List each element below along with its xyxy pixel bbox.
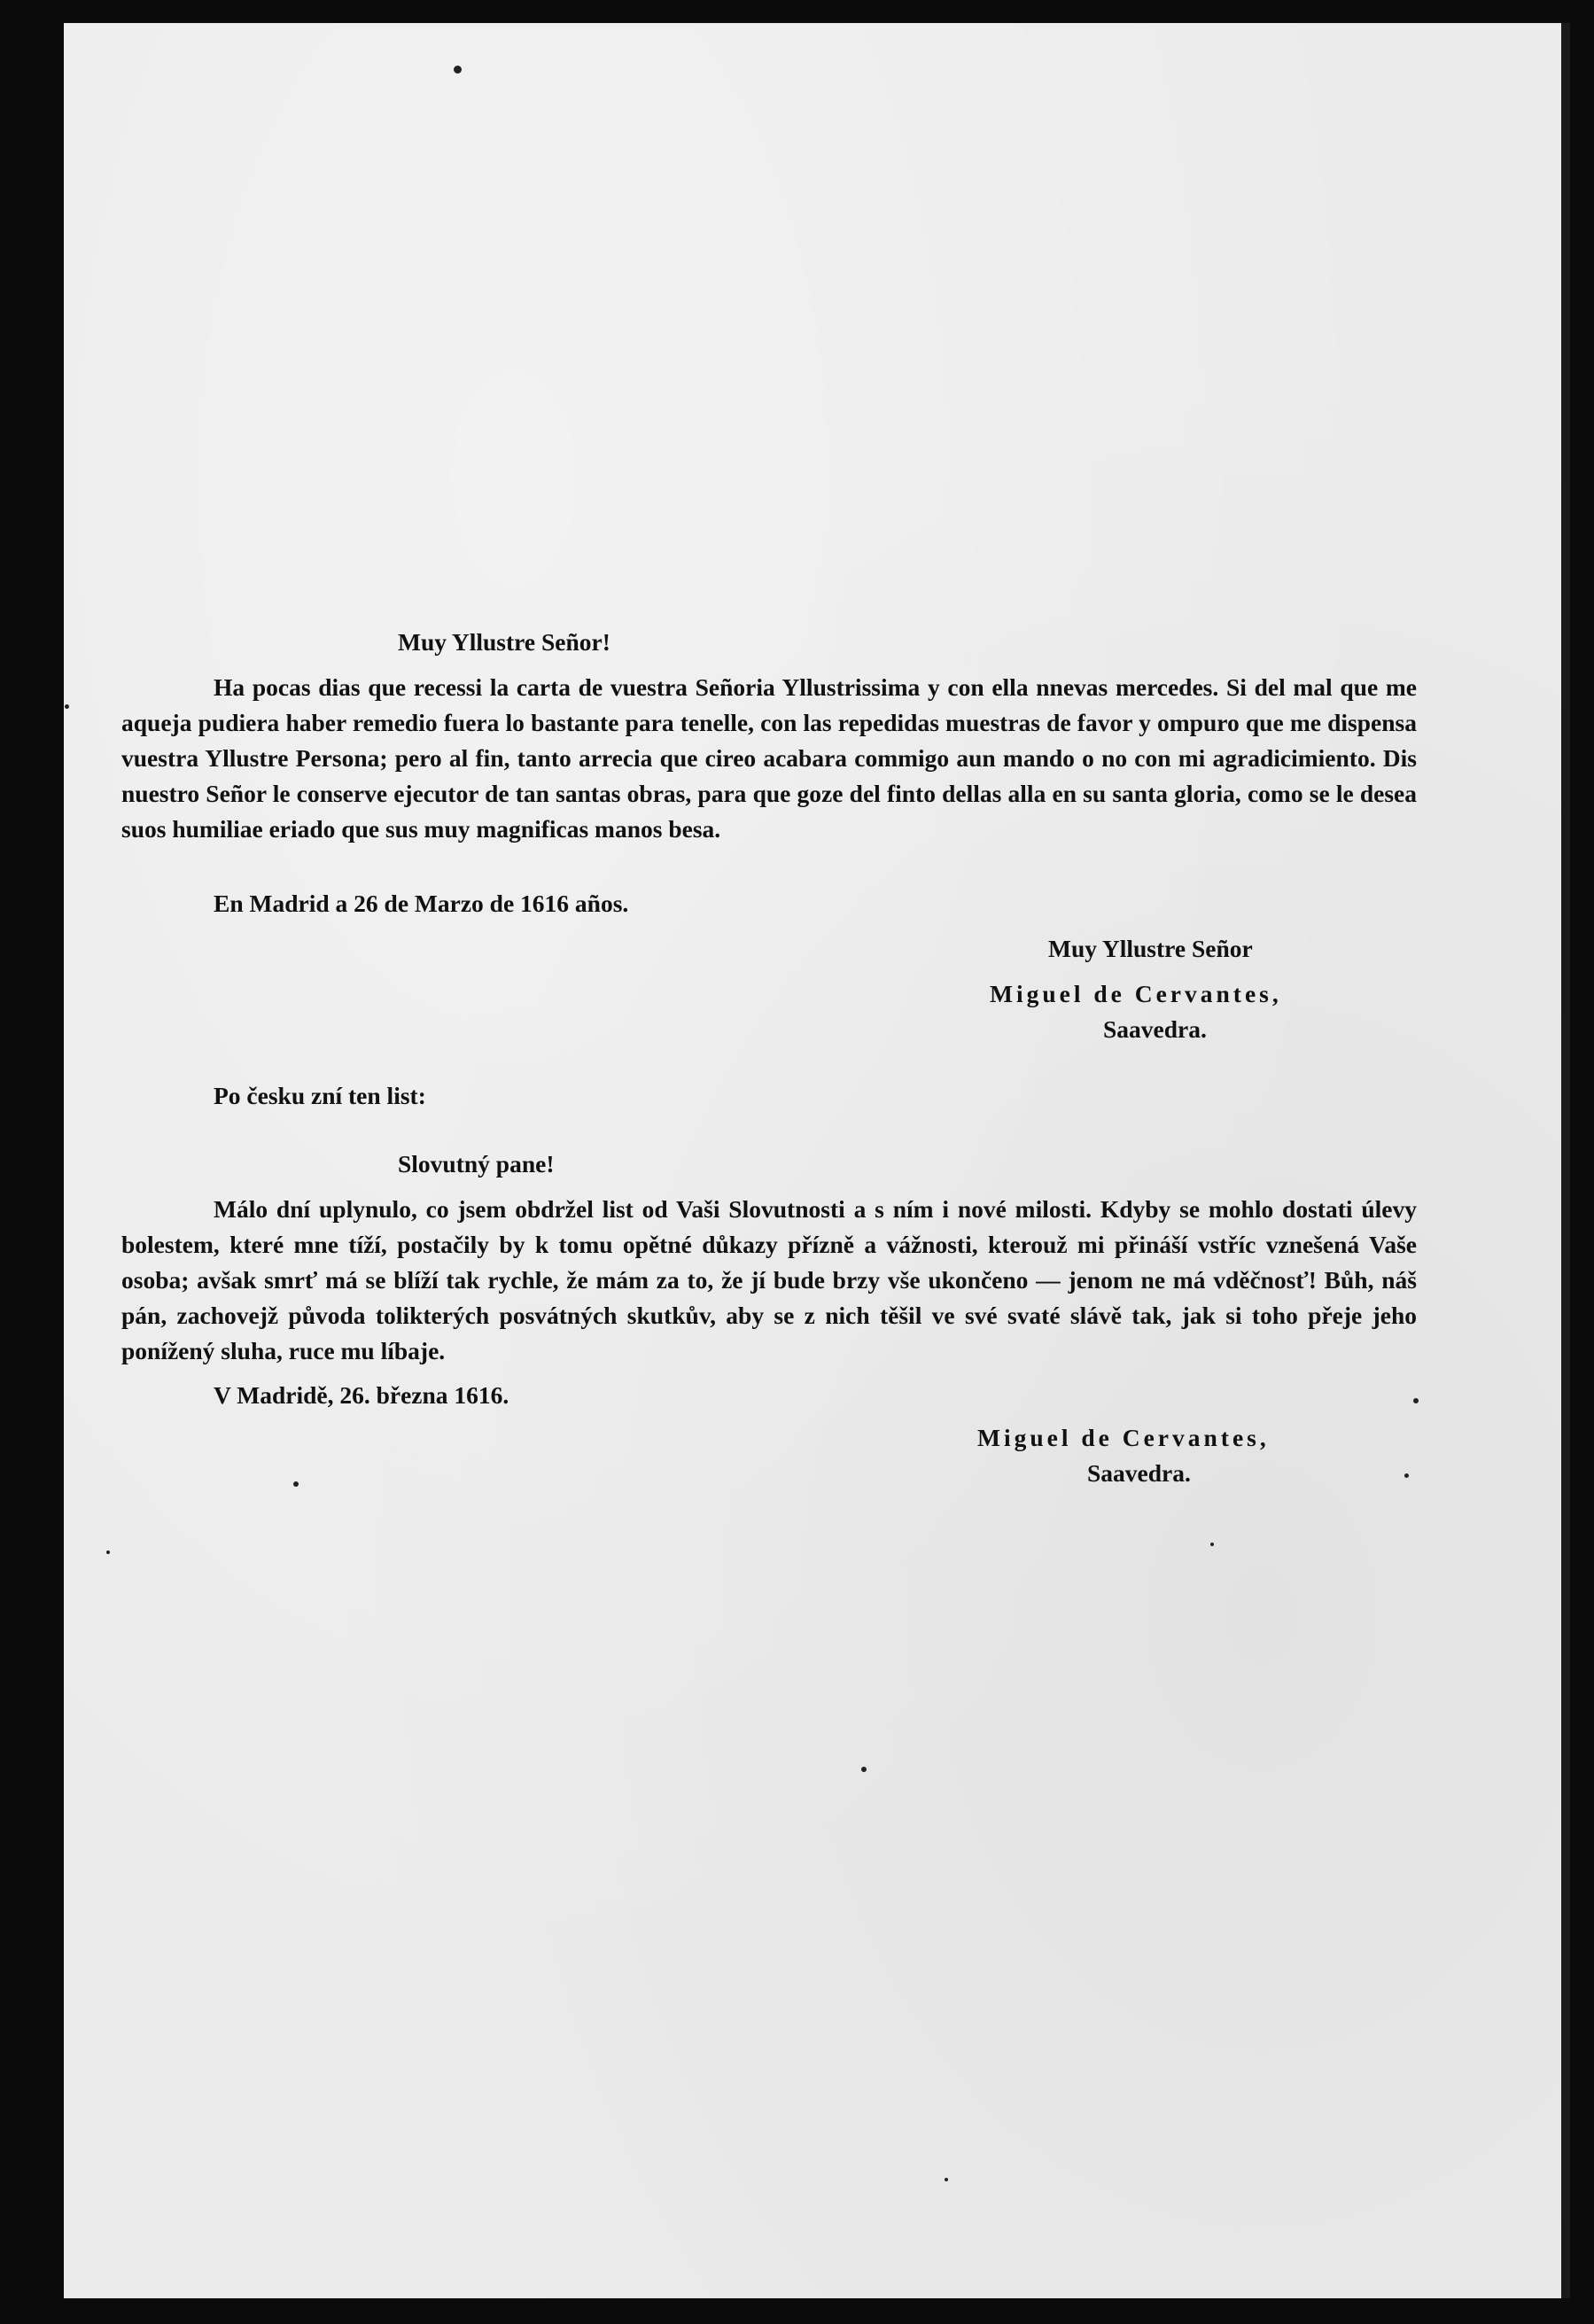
ink-speck — [945, 2178, 948, 2181]
ink-speck — [293, 1481, 299, 1487]
ink-speck — [1404, 1473, 1409, 1478]
czech-intro: Po česku zní ten list: — [214, 1082, 426, 1109]
ink-speck — [65, 704, 69, 709]
czech-salutation: Slovutný pane! — [398, 1150, 555, 1178]
ink-speck — [861, 1767, 867, 1772]
spanish-signature-surname: Saavedra. — [1103, 1015, 1207, 1043]
spanish-body: Ha pocas dias que recessi la carta de vuestra Señoria Yllustrissima y con ella nnevas mercedes. Si del mal que me aqueja pudiera haber remedio fuera lo bastante para tenelle, con las repedidas muestras de favor y ompuro que me dispensa vuestra Yllustre Persona; pero al fin, tanto arrecia que cireo acabara commigo aun mando o no con mi agradicimiento. Dis nuestro Señor le conserve ejecutor de tan santas obras, para que goze del finto dellas alla en su santa gloria, como se le desea suos humiliae eriado que sus muy magnificas manos besa. — [121, 673, 1417, 843]
spanish-date: En Madrid a 26 de Marzo de 1616 años. — [214, 890, 629, 917]
page-edge-shadow — [1561, 23, 1570, 2298]
czech-signature-name: Miguel de Cervantes, — [977, 1424, 1270, 1451]
ink-speck — [1210, 1543, 1214, 1546]
czech-body: Málo dní uplynulo, co jsem obdržel list od Vaši Slovutnosti a s ním i nové milosti. Kdyby se mohlo dostati úlevy bolestem, které mne tíží, postačily by k tomu opětné důkazy přízně a vážnosti, kterouž mi přináší vstříc vznešená Vaše osoba; avšak smrť má se blíží tak rychle, že mám za to, že jí bude brzy vše ukončeno — jenom ne má vděčnosť! Bůh, náš pán, zachovejž původa tolikterých posvátných skutkův, aby se z nich těšil ve své svaté slávě tak, jak si toho přeje jeho ponížený sluha, ruce mu líbaje. — [121, 1195, 1417, 1364]
spanish-closing: Muy Yllustre Señor — [1048, 935, 1253, 962]
spanish-salutation: Muy Yllustre Señor! — [398, 628, 610, 656]
czech-signature-surname: Saavedra. — [1087, 1459, 1191, 1487]
ink-speck — [454, 66, 462, 74]
spanish-signature-name: Miguel de Cervantes, — [990, 980, 1282, 1007]
ink-speck — [106, 1551, 110, 1554]
ink-speck — [1413, 1398, 1419, 1403]
document-page — [64, 23, 1561, 2298]
czech-date: V Madridě, 26. března 1616. — [214, 1381, 509, 1409]
